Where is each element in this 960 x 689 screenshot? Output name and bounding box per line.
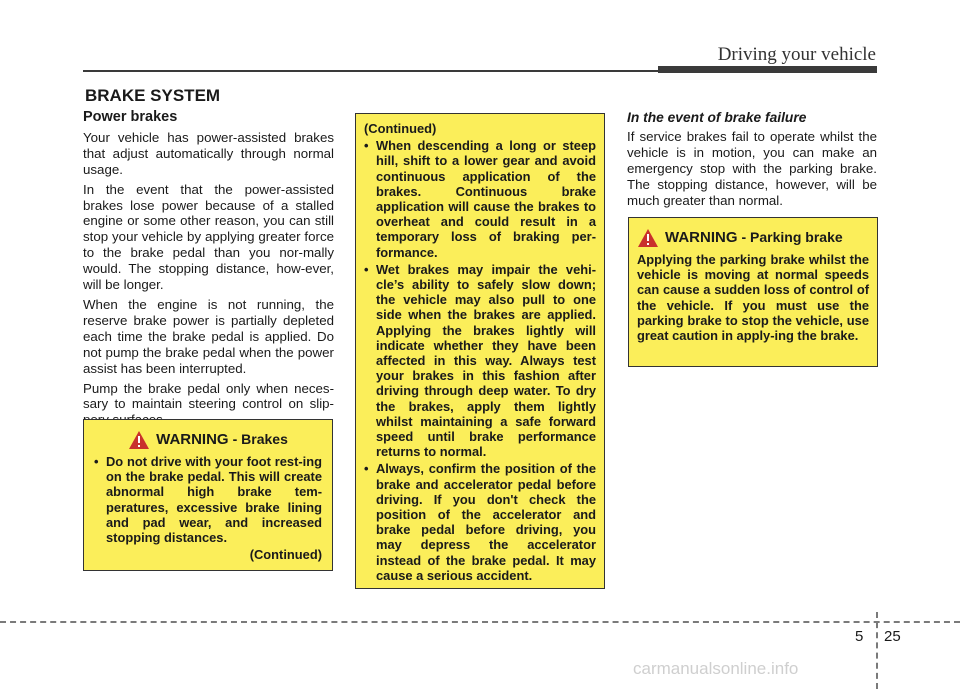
warning-box-parking-brake	[628, 217, 878, 367]
warning-word: WARNING	[156, 431, 229, 449]
warning-word: WARNING	[665, 229, 738, 247]
page-number: 25	[884, 628, 901, 645]
warning-box-continued	[355, 113, 605, 589]
list-item	[364, 262, 596, 460]
watermark-text: carmanualsonline.info	[633, 659, 799, 678]
bullet-text: When descending a long or steep hill, shift to a lower gear and avoid continuous application of the brakes. Continuous brake application will cause the brakes to overheat and could result in a temporary loss of braking per-formance.	[376, 138, 596, 260]
list-item	[94, 454, 322, 545]
bullet-text: Wet brakes may impair the vehi-cle’s ability to safely slow down; the vehicle may also pull to one side when the brakes are applied. Applying the brakes lightly will indicate whether they have been affected in this way. Always test your brakes in this fashion after driving through deep water. To dry the brakes, apply them lightly whilst maintaining a safe forward speed until brake performance returns to normal.	[376, 261, 596, 460]
power-brakes-paragraph-1: Your vehicle has power-assisted brakes that adjust automatically through normal usage.	[83, 129, 334, 177]
bullet-text: Always, confirm the position of the brake and accelerator pedal before driving. If you don't check the position of the accelerator and brake pedal before driving, you may depress the accelerator instead of the brake pedal. It may cause a serious accident.	[376, 461, 596, 583]
power-brakes-paragraph-3: When the engine is not running, the reserve brake power is partially depleted each time the brake pedal is applied. Do not pump the brake pedal when the power assist has been interrupted.	[83, 296, 334, 376]
brake-failure-column	[627, 110, 877, 212]
warning-triangle-icon	[637, 228, 659, 248]
section-title: BRAKE SYSTEM	[85, 86, 221, 105]
chapter-number: 5	[855, 628, 864, 645]
bullet-dot: •	[364, 138, 369, 154]
warning-box-brakes	[83, 419, 333, 571]
power-brakes-paragraph-2: In the event that the power-assisted brakes lose power because of a stalled engine or some other reason, you can still stop your vehicle by applying greater force to the brake pedal than you nor-mally would. The stopping distance, how-ever, will be longer.	[83, 181, 334, 293]
continued-label: (Continued)	[364, 121, 437, 136]
warning-header	[637, 228, 869, 248]
brake-failure-paragraph: If service brakes fail to operate whilst the vehicle is in motion, you can make an emergency stop with the parking brake. The stopping distance, however, will be much greater than normal.	[627, 128, 877, 208]
header-rule-thin	[83, 70, 660, 72]
list-item	[364, 461, 596, 583]
list-item	[364, 138, 596, 260]
brake-failure-heading: In the event of brake failure	[627, 110, 807, 125]
chapter-title: Driving your vehicle	[717, 44, 876, 65]
bullet-dot: •	[364, 261, 369, 277]
power-brakes-column	[83, 110, 334, 432]
warning-header	[94, 430, 322, 450]
header-rule-thick	[658, 66, 877, 73]
footer-dashed-rule	[0, 621, 960, 623]
warning-subject: - Brakes	[232, 431, 288, 448]
continued-label: (Continued)	[249, 547, 322, 563]
warning-subject: - Parking brake	[741, 229, 843, 246]
bullet-dot: •	[364, 461, 369, 477]
power-brakes-paragraph-4: Pump the brake pedal only when neces-sary to maintain steering control on slip-	[83, 380, 334, 412]
warning-text: Applying the parking brake whilst the vehicle is moving at normal speeds can cause a sudden loss of control of the vehicle. If you must use the parking brake to stop the vehicle, use great caution in apply-ing the brake.	[637, 252, 869, 344]
warning-triangle-icon	[128, 430, 150, 450]
power-brakes-heading: Power brakes	[83, 109, 178, 125]
bullet-dot: •	[94, 454, 99, 469]
footer-dashed-divider	[876, 612, 878, 689]
bullet-text: Do not drive with your foot rest-ing on the brake pedal. This will create abnormal high brake tem-peratures, excessive brake lining and pad wear, and increased stopping distances.	[106, 454, 322, 546]
